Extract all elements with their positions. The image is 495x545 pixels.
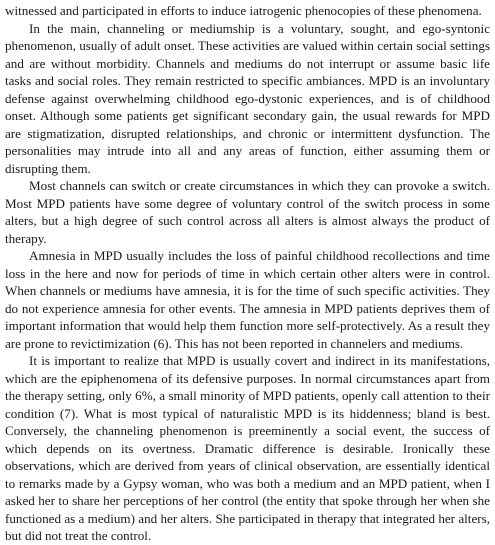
paragraph-amnesia: Amnesia in MPD usually includes the loss of painful childhood recollections and time loss in the here and now for periods of time in which certain other alters were in control. When channels or mediums have amnesia, it is for the time of such specific activities. They do not experience amnesia for other events. The amnesia in MPD patients deprives them of important information that would help them function more self-protectively. As a result they are prone to revictimization (6). This has not been reported in channelers and mediums. bbox=[5, 248, 490, 351]
paragraph-channeling-vs-mpd: In the main, channeling or mediumship is a voluntary, sought, and ego-syntonic phenomenon, usually of adult onset. These activities are valued within certain social settings and are without morbidity. Channels and mediums do not interrupt or assume basic life tasks and social roles. They remain restricted to specific ambiances. MPD is an involuntary defense against overwhelming childhood ego-dystonic experiences, and is of childhood onset. Although some patients get significant secondary gain, the usual rewards for MPD are stigmatization, disrupted relationships, and chronic or intermittent dysfunction. The personalities may intrude into all and any areas of function, either assuming them or disrupting them. bbox=[5, 20, 490, 176]
paragraph-covert-manifestations: It is important to realize that MPD is usually covert and indirect in its manifestations, which are the epiphenomena of its defensive purposes. In normal circumstances apart from the therapy setting, only 6%, a small minority of MPD patients, openly call attention to their condition (7). What is most typical of naturalistic MPD is its hiddenness; bland is best. Conversely, the channeling phenomenon is preeminently a social event, the success of which depends on its overtness. Dramatic difference is desirable. Ironically these observations, which are derived from years of clinical observation, are essentially identical to remarks made by a Gypsy woman, who was both a medium and an MPD patient, when I asked her to share her perceptions of her control (the entity that spoke through her when she functioned as a medium) and her alters. She participated in therapy that integrated her alters, but did not treat the control. bbox=[5, 353, 490, 543]
paragraph-continued: witnessed and participated in efforts to induce iatrogenic phenocopies of these phenomena. bbox=[5, 3, 482, 18]
paragraph-switching: Most channels can switch or create circumstances in which they can provoke a switch. Most MPD patients have some degree of voluntary control of the switch process in some alters, but a high degree of such control across all alters is almost always the product of therapy. bbox=[5, 178, 490, 246]
